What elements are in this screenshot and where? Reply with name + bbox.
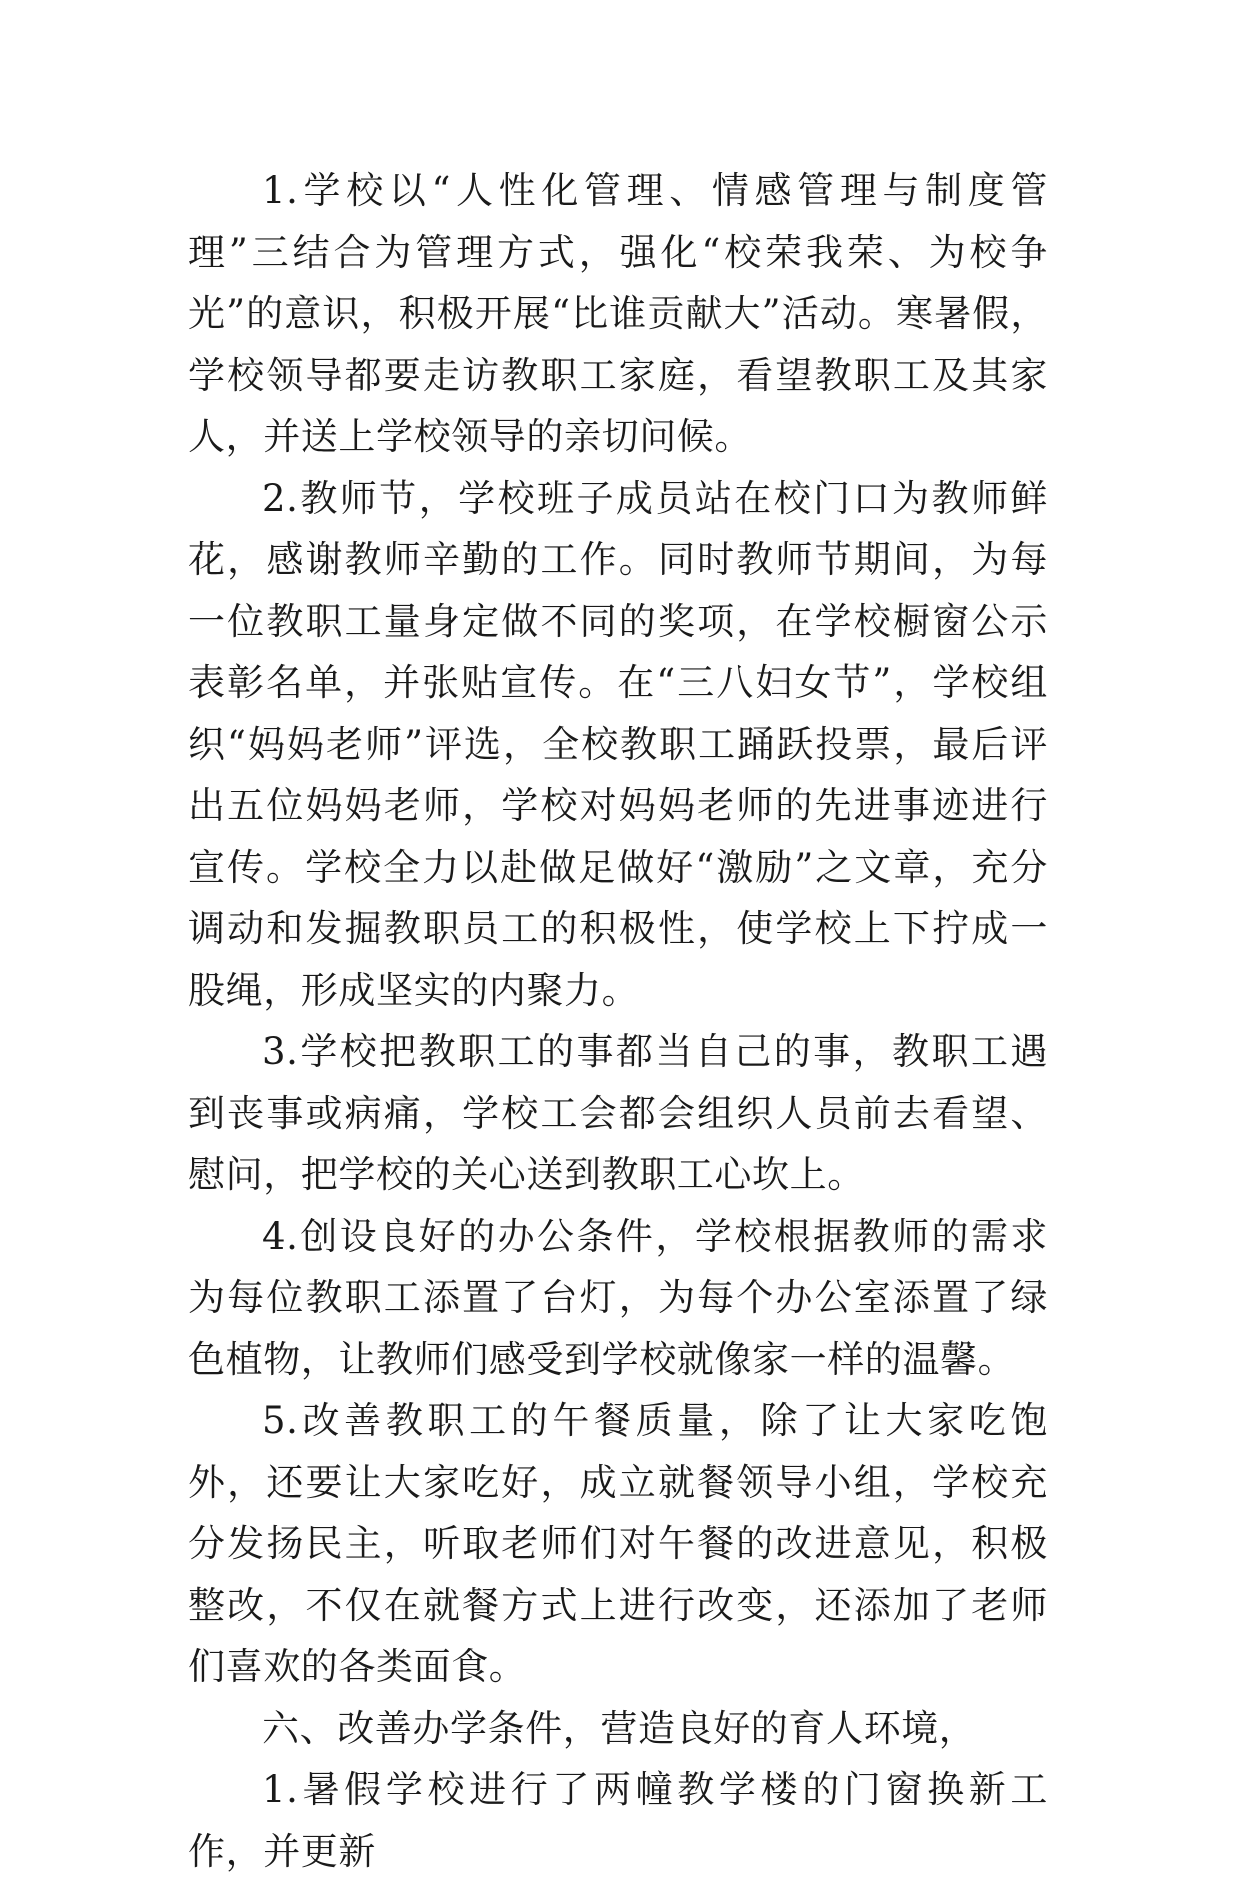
paragraph-4: 4.创设良好的办公条件，学校根据教师的需求为每位教职工添置了台灯，为每个办公室添置了绿色植物，让教师们感受到学校就像家一样的温馨。 <box>188 1214 1048 1381</box>
paragraph-3: 3.学校把教职工的事都当自己的事，教职工遇到丧事或病痛，学校工会都会组织人员前去看望、慰问，把学校的关心送到教职工心坎上。 <box>188 1030 1048 1196</box>
document-body <box>188 160 1048 1882</box>
section-heading-6: 六、改善办学条件，营造良好的育人环境， <box>262 1706 977 1750</box>
paragraph-5: 5.改善教职工的午餐质量，除了让大家吃饱外，还要让大家吃好，成立就餐领导小组，学校充分发扬民主，听取老师们对午餐的改进意见，积极整改，不仅在就餐方式上进行改变，还添加了老师们喜欢的各类面食。 <box>188 1399 1048 1688</box>
paragraph-1: 1.学校以“人性化管理、情感管理与制度管理”三结合为管理方式，强化“校荣我荣、为校争光”的意识，积极开展“比谁贡献大”活动。寒暑假，学校领导都要走访教职工家庭，看望教职工及其家人，并送上学校领导的亲切问候。 <box>188 169 1048 458</box>
paragraph-2: 2.教师节，学校班子成员站在校门口为教师鲜花，感谢教师辛勤的工作。同时教师节期间，为每一位教职工量身定做不同的奖项，在学校橱窗公示表彰名单，并张贴宣传。在“三八妇女节”，学校组织“妈妈老师”评选，全校教职工踊跃投票，最后评出五位妈妈老师，学校对妈妈老师的先进事迹进行宣传。学校全力以赴做足做好“激励”之文章，充分调动和发掘教职员工的积极性，使学校上下拧成一股绳，形成坚实的内聚力。 <box>188 476 1048 1012</box>
paragraph-6-1: 1.暑假学校进行了两幢教学楼的门窗换新工作，并更新 <box>188 1768 1048 1873</box>
